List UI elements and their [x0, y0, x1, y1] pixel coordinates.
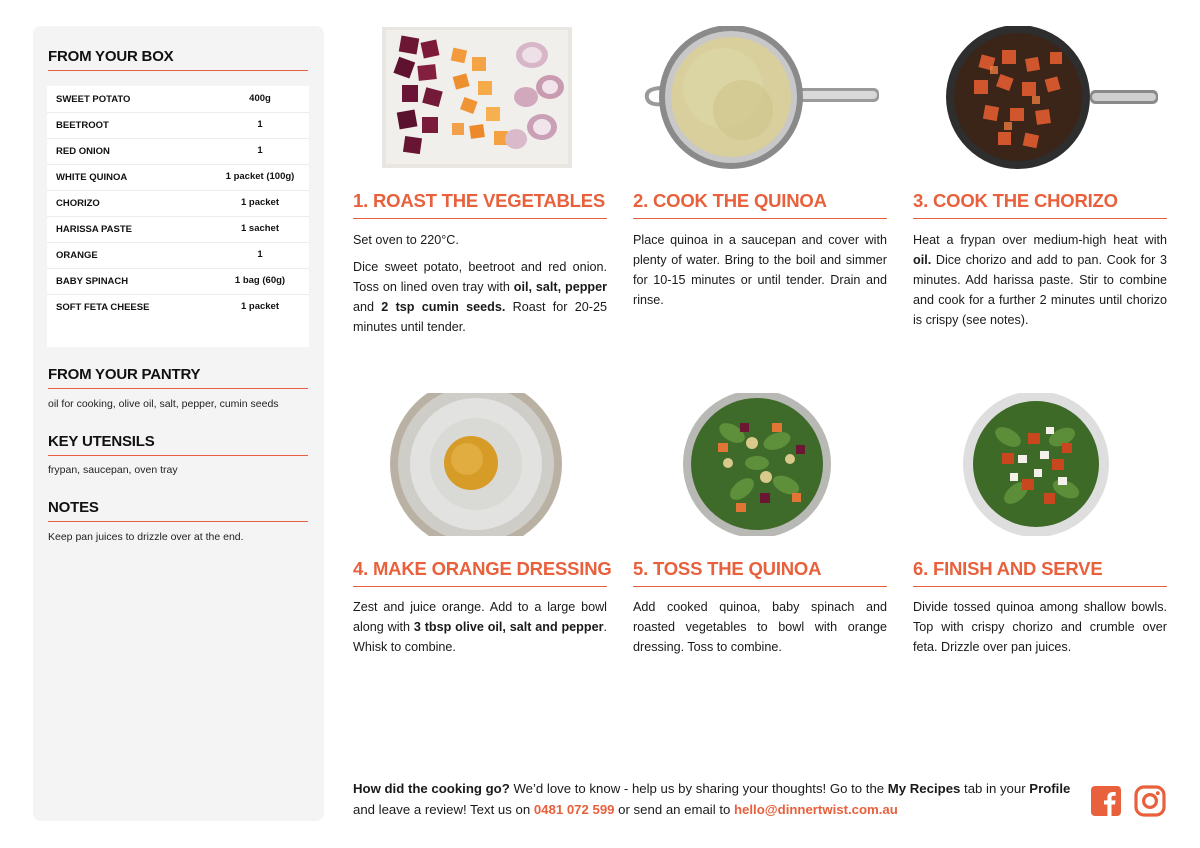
notes-title: NOTES [48, 499, 99, 516]
step-1-title: 1. ROAST THE VEGETABLES [353, 190, 606, 211]
step-4-text [353, 597, 607, 664]
divider [48, 388, 308, 389]
chorizo-frypan-image [940, 26, 1160, 169]
ingredient-row [47, 138, 309, 165]
ingredient-qty: 400g [249, 93, 271, 104]
divider [353, 586, 607, 587]
step-5-para-1: Add cooked quinoa, baby spinach and roasted vegetables to bowl with orange dressing. Toss to combine. [633, 600, 887, 654]
ingredient-qty: 1 packet [240, 197, 280, 208]
ingredient-row [47, 268, 309, 295]
ingredient-row [47, 294, 309, 320]
ingredients-sidebar [33, 26, 324, 821]
quinoa-salad-image [682, 393, 832, 536]
ingredient-name: BABY SPINACH [56, 276, 129, 287]
step-5-text [633, 597, 887, 664]
email-link[interactable]: hello@dinnertwist.com.au [734, 802, 898, 817]
from-your-pantry-title: FROM YOUR PANTRY [48, 366, 201, 383]
step-2-title: 2. COOK THE QUINOA [633, 190, 827, 211]
ingredient-qty: 1 sachet [240, 223, 280, 234]
step-3-text [913, 230, 1167, 337]
ingredient-name: SWEET POTATO [56, 94, 131, 105]
ingredient-row [47, 112, 309, 139]
step-1-para-2: Dice sweet potato, beetroot and red onion. Toss on lined oven tray with oil, salt, pepper and 2 tsp cumin seeds. Roast for 20-25 minutes until tender. [353, 260, 608, 334]
instagram-icon[interactable] [1134, 785, 1166, 817]
step-4-para-1: Zest and juice orange. Add to a large bowl along with 3 tbsp olive oil, salt and pepper. Whisk to combine. [353, 600, 607, 654]
divider [48, 455, 308, 456]
ingredient-qty: 1 packet (100g) [225, 171, 295, 182]
divider [633, 218, 887, 219]
step-2-text [633, 230, 887, 317]
key-utensils-title: KEY UTENSILS [48, 433, 155, 450]
notes-text: Keep pan juices to drizzle over at the end. [48, 531, 244, 543]
step-6-text [913, 597, 1167, 664]
ingredient-row [47, 190, 309, 217]
dressing-bowl-image [389, 393, 563, 536]
divider [48, 70, 308, 71]
step-4-title: 4. MAKE ORANGE DRESSING [353, 558, 612, 579]
ingredient-name: ORANGE [56, 250, 98, 261]
ingredient-name: BEETROOT [56, 120, 109, 131]
ingredient-row [47, 86, 309, 113]
ingredient-name: SOFT FETA CHEESE [56, 302, 150, 313]
ingredient-qty: 1 [257, 145, 263, 156]
ingredient-row [47, 242, 309, 269]
ingredient-qty: 1 [257, 249, 263, 260]
pantry-text: oil for cooking, olive oil, salt, pepper, cumin seeds [48, 398, 279, 410]
step-3-para-1: Heat a frypan over medium-high heat with oil. Dice chorizo and add to pan. Cook for 3 minutes. Add harissa paste. Stir to combine and cook for a further 2 minutes until chorizo is crispy (see notes). [913, 233, 1167, 327]
ingredient-qty: 1 packet [240, 301, 280, 312]
step-5-title: 5. TOSS THE QUINOA [633, 558, 822, 579]
ingredient-row [47, 164, 309, 191]
ingredient-name: HARISSA PASTE [56, 224, 133, 235]
ingredient-name: CHORIZO [56, 198, 100, 209]
step-1-text [353, 230, 607, 344]
divider [353, 218, 607, 219]
ingredient-row [47, 216, 309, 243]
step-6-title: 6. FINISH AND SERVE [913, 558, 1103, 579]
ingredient-qty: 1 [257, 119, 263, 130]
facebook-icon[interactable] [1090, 785, 1122, 817]
finished-salad-image [962, 393, 1110, 536]
divider [913, 586, 1167, 587]
divider [633, 586, 887, 587]
ingredient-name: RED ONION [56, 146, 110, 157]
phone-link[interactable]: 0481 072 599 [533, 802, 615, 817]
step-1-para-1: Set oven to 220°C. [353, 233, 459, 247]
ingredient-name: WHITE QUINOA [56, 172, 128, 183]
from-your-box-title: FROM YOUR BOX [48, 48, 174, 65]
divider [48, 521, 308, 522]
step-3-title: 3. COOK THE CHORIZO [913, 190, 1118, 211]
roasting-tray-image [382, 27, 572, 168]
divider [913, 218, 1167, 219]
feedback-footer: How did the cooking go? We’d love to know - help us by sharing your thoughts! Go to the My Recipes tab in your Profile and leave a review! Text us on 0481 072 599 or send an email to hello@dinnertwist.com.au [353, 781, 1071, 817]
utensils-text: frypan, saucepan, oven tray [48, 464, 178, 476]
quinoa-saucepan-image [643, 26, 881, 169]
step-2-para-1: Place quinoa in a saucepan and cover with plenty of water. Bring to the boil and simmer for 10-15 minutes or until tender. Drain and rinse. [633, 233, 887, 307]
ingredient-qty: 1 bag (60g) [234, 275, 286, 286]
ingredients-table [47, 86, 309, 347]
step-6-para-1: Divide tossed quinoa among shallow bowls. Top with crispy chorizo and crumble over feta. Drizzle over pan juices. [913, 600, 1167, 654]
